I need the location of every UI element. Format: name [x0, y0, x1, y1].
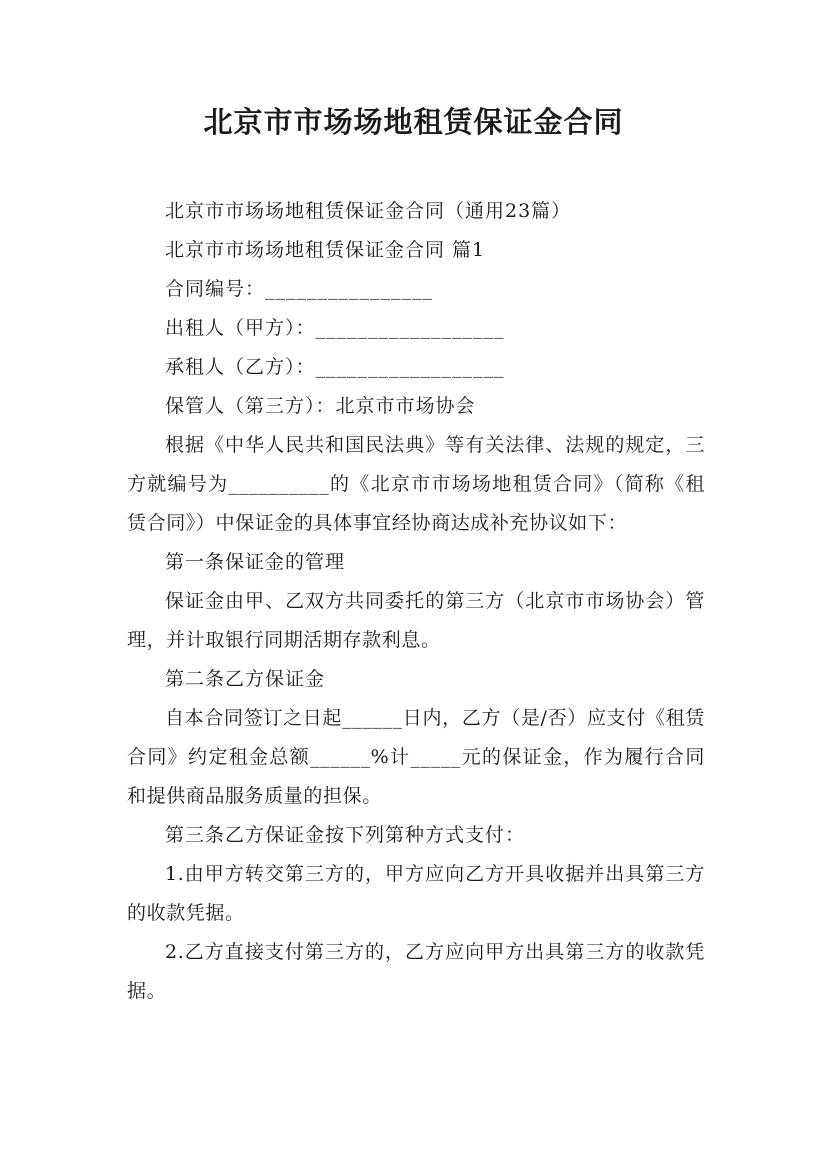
paragraph-article-3-item-1: 1.由甲方转交第三方的，甲方应向乙方开具收据并出具第三方的收款凭据。	[127, 863, 705, 924]
paragraph-article-3-item-2: 2.乙方直接支付第三方的，乙方应向甲方出具第三方的收款凭据。	[127, 941, 705, 1002]
paragraph-lessor: 出租人（甲方）：__________________	[165, 317, 505, 339]
paragraph-article-2-body: 自本合同签订之日起______日内，乙方（是/否）应支付《租赁合同》约定租金总额______%计_____元的保证金，作为履行合同和提供商品服务质量的担保。	[127, 707, 705, 807]
paragraph-article-3-heading: 第三条乙方保证金按下列第种方式支付：	[165, 824, 526, 846]
document-title: 北京市市场场地租赁保证金合同	[203, 105, 624, 139]
document-body	[127, 192, 705, 1011]
paragraph-article-1-body: 保证金由甲、乙双方共同委托的第三方（北京市市场协会）管理，并计取银行同期活期存款利息。	[127, 590, 705, 651]
paragraph-article-1-heading: 第一条保证金的管理	[165, 551, 346, 573]
paragraph-custodian: 保管人（第三方）：北京市市场协会	[165, 395, 476, 417]
paragraph-subtitle: 北京市市场场地租赁保证金合同（通用23篇）	[165, 200, 572, 222]
paragraph-section-heading: 北京市市场场地租赁保证金合同 篇1	[165, 239, 486, 261]
paragraph-lessee: 承租人（乙方）：__________________	[165, 356, 505, 378]
paragraph-preamble: 根据《中华人民共和国民法典》等有关法律、法规的规定，三方就编号为__________的《北京市市场场地租赁合同》（简称《租赁合同》）中保证金的具体事宜经协商达成补充协议如下：	[127, 434, 705, 534]
paragraph-article-2-heading: 第二条乙方保证金	[165, 668, 326, 690]
paragraph-contract-number: 合同编号：________________	[165, 278, 434, 300]
